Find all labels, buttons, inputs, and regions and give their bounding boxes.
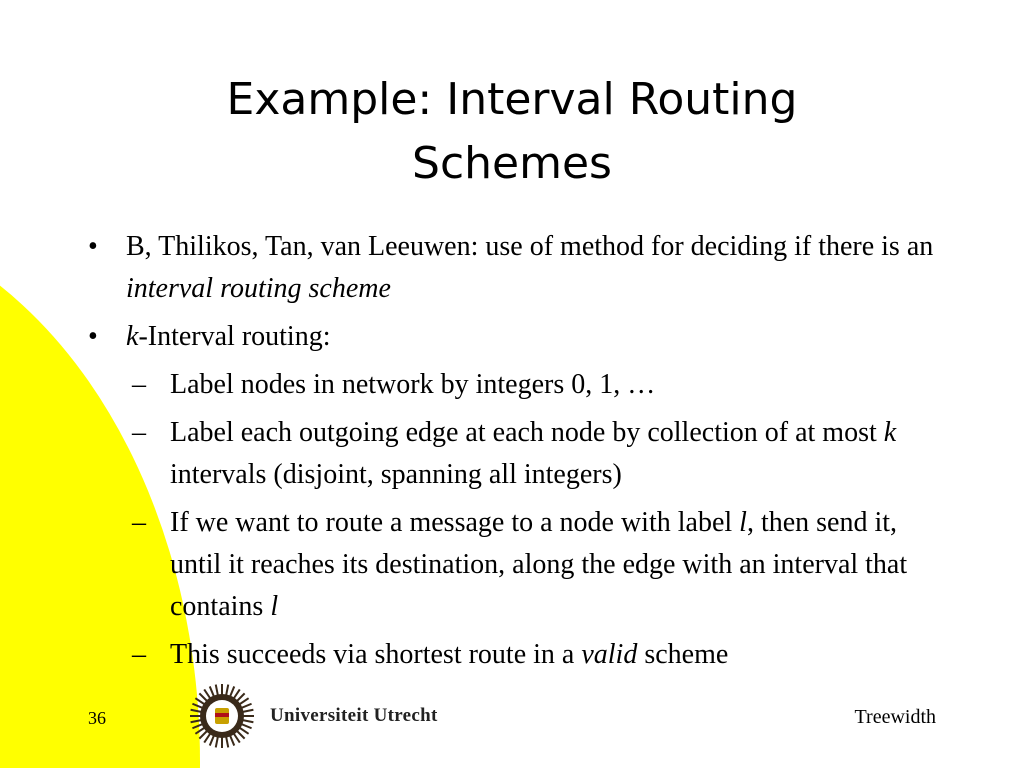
bullet-text: -Interval routing:	[138, 321, 331, 352]
subbullet-emphasis: valid	[581, 639, 638, 670]
bullet-marker: •	[88, 321, 98, 352]
bullet-marker: •	[88, 231, 98, 262]
bullet-emphasis: k	[126, 321, 139, 352]
university-name: Universiteit Utrecht	[270, 705, 438, 726]
footer-topic: Treewidth	[854, 706, 936, 728]
subbullet-item	[132, 364, 948, 406]
page-number: 36	[88, 708, 106, 728]
subbullet-item	[132, 502, 948, 628]
title-line-1: Example: Interval Routing	[226, 74, 798, 125]
subbullet-text: This succeeds via shortest route in a	[170, 639, 582, 670]
subbullet-emphasis: l	[270, 591, 279, 622]
subbullet-item	[132, 412, 948, 496]
bullet-item	[88, 226, 948, 310]
subbullet-marker: –	[132, 507, 146, 538]
university-seal-icon	[188, 682, 256, 750]
subbullet-text: , then send it, until it reaches its destination, along the edge with an interval that contains	[170, 507, 908, 622]
bullet-text: B, Thilikos, Tan, van Leeuwen: use of method for deciding if there is an	[126, 231, 934, 262]
slide-title	[80, 68, 944, 196]
subbullet-text: Label each outgoing edge at each node by collection of at most	[170, 417, 884, 448]
subbullet-text: intervals (disjoint, spanning all integers)	[170, 459, 622, 490]
bullet-emphasis: interval routing scheme	[126, 273, 391, 304]
subbullet-marker: –	[132, 417, 146, 448]
university-logo	[188, 682, 438, 750]
bullet-item	[88, 316, 948, 358]
slide-body	[88, 226, 948, 682]
subbullet-item	[132, 634, 948, 676]
subbullet-text: scheme	[637, 639, 729, 670]
subbullet-emphasis: l	[739, 507, 747, 538]
subbullet-text: Label nodes in network by integers 0, 1, …	[170, 369, 656, 400]
subbullet-text: If we want to route a message to a node with label	[170, 507, 740, 538]
subbullet-emphasis: k	[883, 417, 897, 448]
title-line-2: Schemes	[412, 138, 612, 189]
subbullet-marker: –	[132, 369, 146, 400]
subbullet-marker: –	[132, 639, 146, 670]
